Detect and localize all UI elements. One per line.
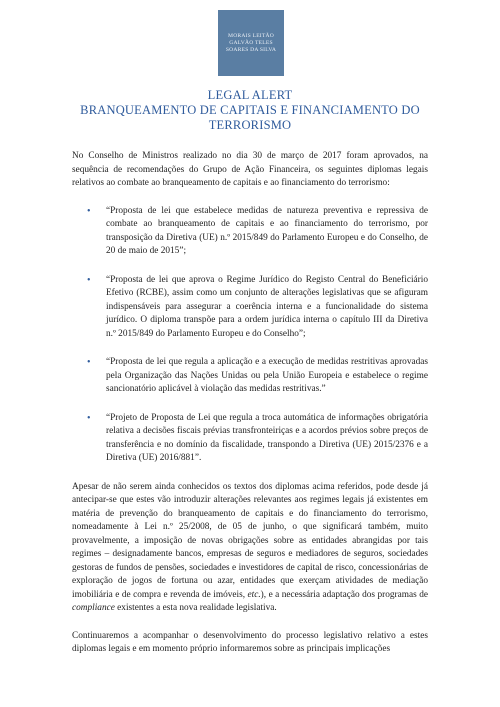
bullet-icon: • [87, 205, 91, 217]
intro-paragraph: No Conselho de Ministros realizado no dia 30 de março de 2017 foram aprovados, na sequência de recomendações do Grupo de Ação Financeira, os seguintes diplomas legais relativos ao combate ao branqueamento de capitais e ao financiamento do terrorismo: [72, 151, 428, 188]
logo-line-3: SOARES DA SILVA [225, 46, 277, 53]
list-item [72, 412, 428, 466]
diplomas-list [72, 205, 428, 466]
analysis-text-2: ), e a necessária adaptação dos programas de [260, 589, 428, 600]
list-item-text: “Projeto de Proposta de Lei que regula a troca automática de informações obrigatória relativa a decisões fiscais prévias transfronteiriças e a acordos prévios sobre preços de transferência e no domínio da fiscalidade, transpondo a Diretiva (UE) 2015/2376 e a Diretiva (UE) 2016/881”. [106, 412, 428, 463]
document-title-line-2: TERRORISMO [208, 118, 292, 132]
list-item-text: “Proposta de lei que estabelece medidas de natureza preventiva e repressiva de combate ao branqueamento de capitais e ao financiamento do terrorismo, por transposição da Diretiva (UE) n.º 2015/849 do Parlamento Europeu e do Conselho, de 20 de maio de 2015”; [106, 205, 428, 256]
bullet-icon: • [87, 274, 91, 286]
analysis-paragraph [72, 481, 428, 616]
bullet-icon: • [87, 412, 91, 424]
list-item-text: “Proposta de lei que regula a aplicação e a execução de medidas restritivas aprovadas pela Organização das Nações Unidas ou pela União Europeia e estabelece o regime sancionatório aplicável à violação das medidas restritivas.” [106, 357, 428, 394]
document-title-line-1: BRANQUEAMENTO DE CAPITAIS E FINANCIAMENTO DO [80, 103, 420, 117]
alert-label: LEGAL ALERT [207, 88, 293, 102]
logo-line-1: MORAIS LEITÃO [228, 32, 274, 39]
analysis-text-3: existentes a esta nova realidade legislativa. [114, 603, 277, 613]
analysis-etc: etc. [247, 589, 261, 600]
list-item [72, 205, 428, 259]
analysis-text-1: Apesar de não serem ainda conhecidos os textos dos diplomas acima referidos, pode desde já antecipar-se que estes vão introduzir alterações relevantes aos regimes legais já existentes em matéria de prevenção do branqueamento de capitais e do financiamento do terrorismo, nomeadamente à Lei n.º 25/2008, de 05 de junho, o que significará também, muito provavelmente, a imposição de novas obrigações sobre as entidades abrangidas por tais regimes – designadamente bancos, empresas de seguros e mediadores de seguros, sociedades gestoras de fundos de pensões, sociedades e investidores de capital de risco, concessionárias de exploração de jogos de fortuna ou azar, entidades que exerçam atividades de mediação imobiliária e de compra e revenda de imóveis, [72, 481, 428, 600]
analysis-compliance: compliance [72, 603, 115, 613]
document-body [72, 150, 428, 671]
firm-logo [218, 10, 284, 76]
bullet-icon: • [87, 357, 91, 368]
logo-line-2: GALVÃO TELES [229, 39, 273, 46]
list-item [72, 274, 428, 342]
list-item [72, 356, 428, 397]
list-item-text: “Proposta de lei que aprova o Regime Jurídico do Registo Central do Beneficiário Efetivo (RCBE), assim como um conjunto de alterações legislativas que se afiguram indispensáveis para assegurar a coerência interna e a funcionalidade do sistema jurídico. O diploma transpõe para a ordem jurídica interna o capítulo III da Diretiva n.º 2015/849 do Parlamento Europeu e do Conselho”; [106, 274, 428, 339]
document-header [40, 88, 460, 133]
closing-paragraph: Continuaremos a acompanhar o desenvolvimento do processo legislativo relativo a estes diplomas legais e em momento próprio informaremos sobre as principais implicações [72, 630, 428, 654]
